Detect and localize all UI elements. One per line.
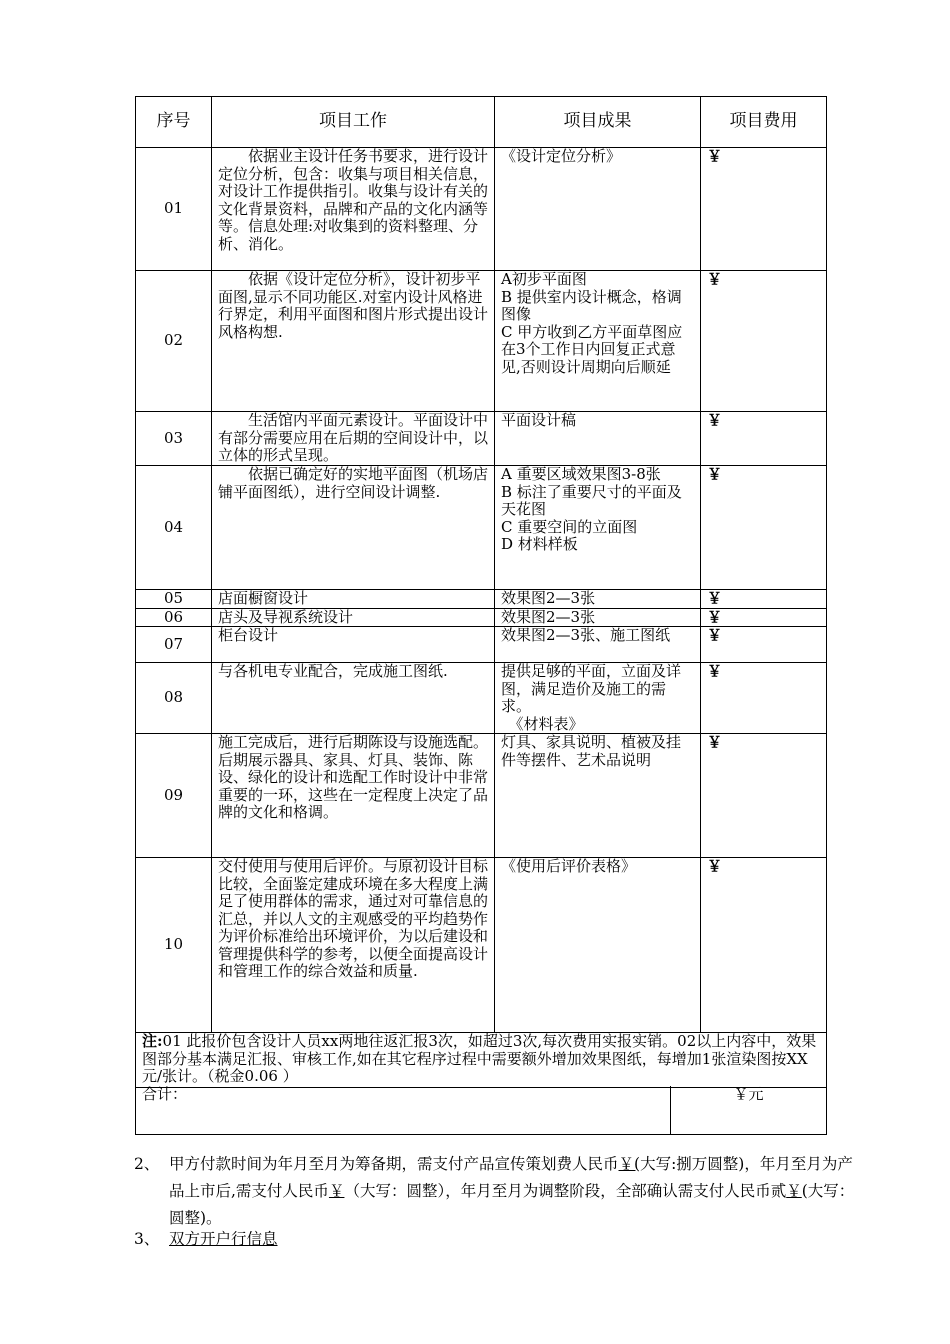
payment-paragraph [134, 1151, 859, 1232]
row-result: 灯具、家具说明、植被及挂件等摆件、艺术品说明 [495, 734, 701, 858]
amount-3: ￥ [786, 1182, 802, 1200]
note-cell [136, 1033, 827, 1088]
row-result: 提供足够的平面，立面及详图，满足造价及施工的需求。 《材料表》 [495, 663, 701, 734]
table-row [136, 734, 827, 858]
table-row [136, 858, 827, 1033]
payment-text-4: (大写：圆整)。 [169, 1182, 855, 1227]
total-value: ￥元 [671, 1086, 827, 1135]
row-result: 效果图2—3张、施工图纸 [495, 627, 701, 663]
row-fee: ￥ [701, 590, 827, 609]
row-work: 生活馆内平面元素设计。平面设计中有部分需要应用在后期的空间设计中，以立体的形式呈现。 [212, 412, 495, 466]
row-result: A初步平面图 B 提供室内设计概念，格调图像 C 甲方收到乙方平面草图应在3个工作日内回复正式意见,否则设计周期向后顺延 [495, 271, 701, 412]
payment-text-1: 甲方付款时间为年月至月为筹备期，需支付产品宣传策划费人民币 [169, 1155, 619, 1173]
bank-info-heading [134, 1226, 278, 1253]
header-num: 序号 [136, 97, 212, 148]
row-num: 02 [136, 271, 212, 412]
paragraph-index: 2、 [134, 1155, 160, 1173]
table-row [136, 148, 827, 271]
row-work: 依据业主设计任务书要求，进行设计定位分析，包含：收集与项目相关信息，对设计工作提供指引。收集与设计有关的文化背景资料，品牌和产品的文化内涵等等。信息处理:对收集到的资料整理、分析、消化。 [212, 148, 495, 271]
row-fee: ￥ [701, 608, 827, 627]
row-fee: ￥ [701, 663, 827, 734]
row-result: A 重要区域效果图3-8张 B 标注了重要尺寸的平面及天花图 C 重要空间的立面图 D 材料样板 [495, 466, 701, 590]
row-fee: ￥ [701, 412, 827, 466]
table-row [136, 608, 827, 627]
payment-text-3: （大写：圆整），年月至月为调整阶段，全部确认需支付人民币贰 [344, 1182, 787, 1200]
table-row [136, 466, 827, 590]
header-work: 项目工作 [212, 97, 495, 148]
table-row [136, 590, 827, 609]
row-num: 10 [136, 858, 212, 1033]
amount-2: ￥ [328, 1182, 345, 1200]
note-row [136, 1033, 827, 1088]
row-work: 依据《设计定位分析》，设计初步平面图,显示不同功能区.对室内设计风格进行界定，利用平面图和图片形式提出设计风格构想. [212, 271, 495, 412]
note-label: 注: [142, 1032, 163, 1050]
row-work: 交付使用与使用后评价。与原初设计目标比较，全面鉴定建成环境在多大程度上满足了使用群体的需求，通过对可靠信息的汇总，并以人文的主观感受的平均趋势作为评价标准给出环境评价，为以后建设和管理提供科学的参考，以便全面提高设计和管理工作的综合效益和质量. [212, 858, 495, 1033]
paragraph-body [169, 1151, 859, 1232]
row-work: 店头及导视系统设计 [212, 608, 495, 627]
section-title: 双方开户行信息 [169, 1230, 278, 1248]
row-fee: ￥ [701, 734, 827, 858]
row-num: 04 [136, 466, 212, 590]
table-header-row [136, 97, 827, 148]
row-work: 与各机电专业配合，完成施工图纸. [212, 663, 495, 734]
section-index: 3、 [134, 1230, 160, 1248]
table-row [136, 271, 827, 412]
row-result: 《设计定位分析》 [495, 148, 701, 271]
row-num: 06 [136, 608, 212, 627]
table-row [136, 663, 827, 734]
fee-table [135, 96, 827, 1088]
header-fee: 项目费用 [701, 97, 827, 148]
row-result: 《使用后评价表格》 [495, 858, 701, 1033]
row-num: 09 [136, 734, 212, 858]
row-fee: ￥ [701, 148, 827, 271]
row-work: 店面橱窗设计 [212, 590, 495, 609]
row-num: 05 [136, 590, 212, 609]
row-work: 施工完成后，进行后期陈设与设施选配。后期展示器具、家具、灯具、装饰、陈设、绿化的设计和选配工作时设计中非常重要的一环，这些在一定程度上决定了品牌的文化和格调。 [212, 734, 495, 858]
row-num: 03 [136, 412, 212, 466]
row-result: 平面设计稿 [495, 412, 701, 466]
total-label: 合计： [136, 1086, 671, 1135]
table-row [136, 412, 827, 466]
total-row [136, 1086, 827, 1135]
row-num: 01 [136, 148, 212, 271]
row-fee: ￥ [701, 858, 827, 1033]
row-result: 效果图2—3张 [495, 590, 701, 609]
note-text: 01 此报价包含设计人员xx两地往返汇报3次，如超过3次,每次费用实报实销。02以上内容中，效果图部分基本满足汇报、审核工作,如在其它程序过程中需要额外增加效果图纸，每增加1张渲染图按XX 元/张计。（税金0.06 ） [142, 1032, 817, 1085]
header-result: 项目成果 [495, 97, 701, 148]
row-fee: ￥ [701, 466, 827, 590]
row-work: 依据已确定好的实地平面图（机场店铺平面图纸），进行空间设计调整. [212, 466, 495, 590]
table-row [136, 627, 827, 663]
row-fee: ￥ [701, 627, 827, 663]
row-num: 08 [136, 663, 212, 734]
row-num: 07 [136, 627, 212, 663]
payment-text-2: 大写:捌万圆整)，年月至月为产品上市后,需支付人民币 [169, 1155, 853, 1200]
amount-1: ￥( [618, 1155, 641, 1173]
row-work: 柜台设计 [212, 627, 495, 663]
row-result: 效果图2—3张 [495, 608, 701, 627]
total-table [135, 1086, 827, 1135]
row-fee: ￥ [701, 271, 827, 412]
